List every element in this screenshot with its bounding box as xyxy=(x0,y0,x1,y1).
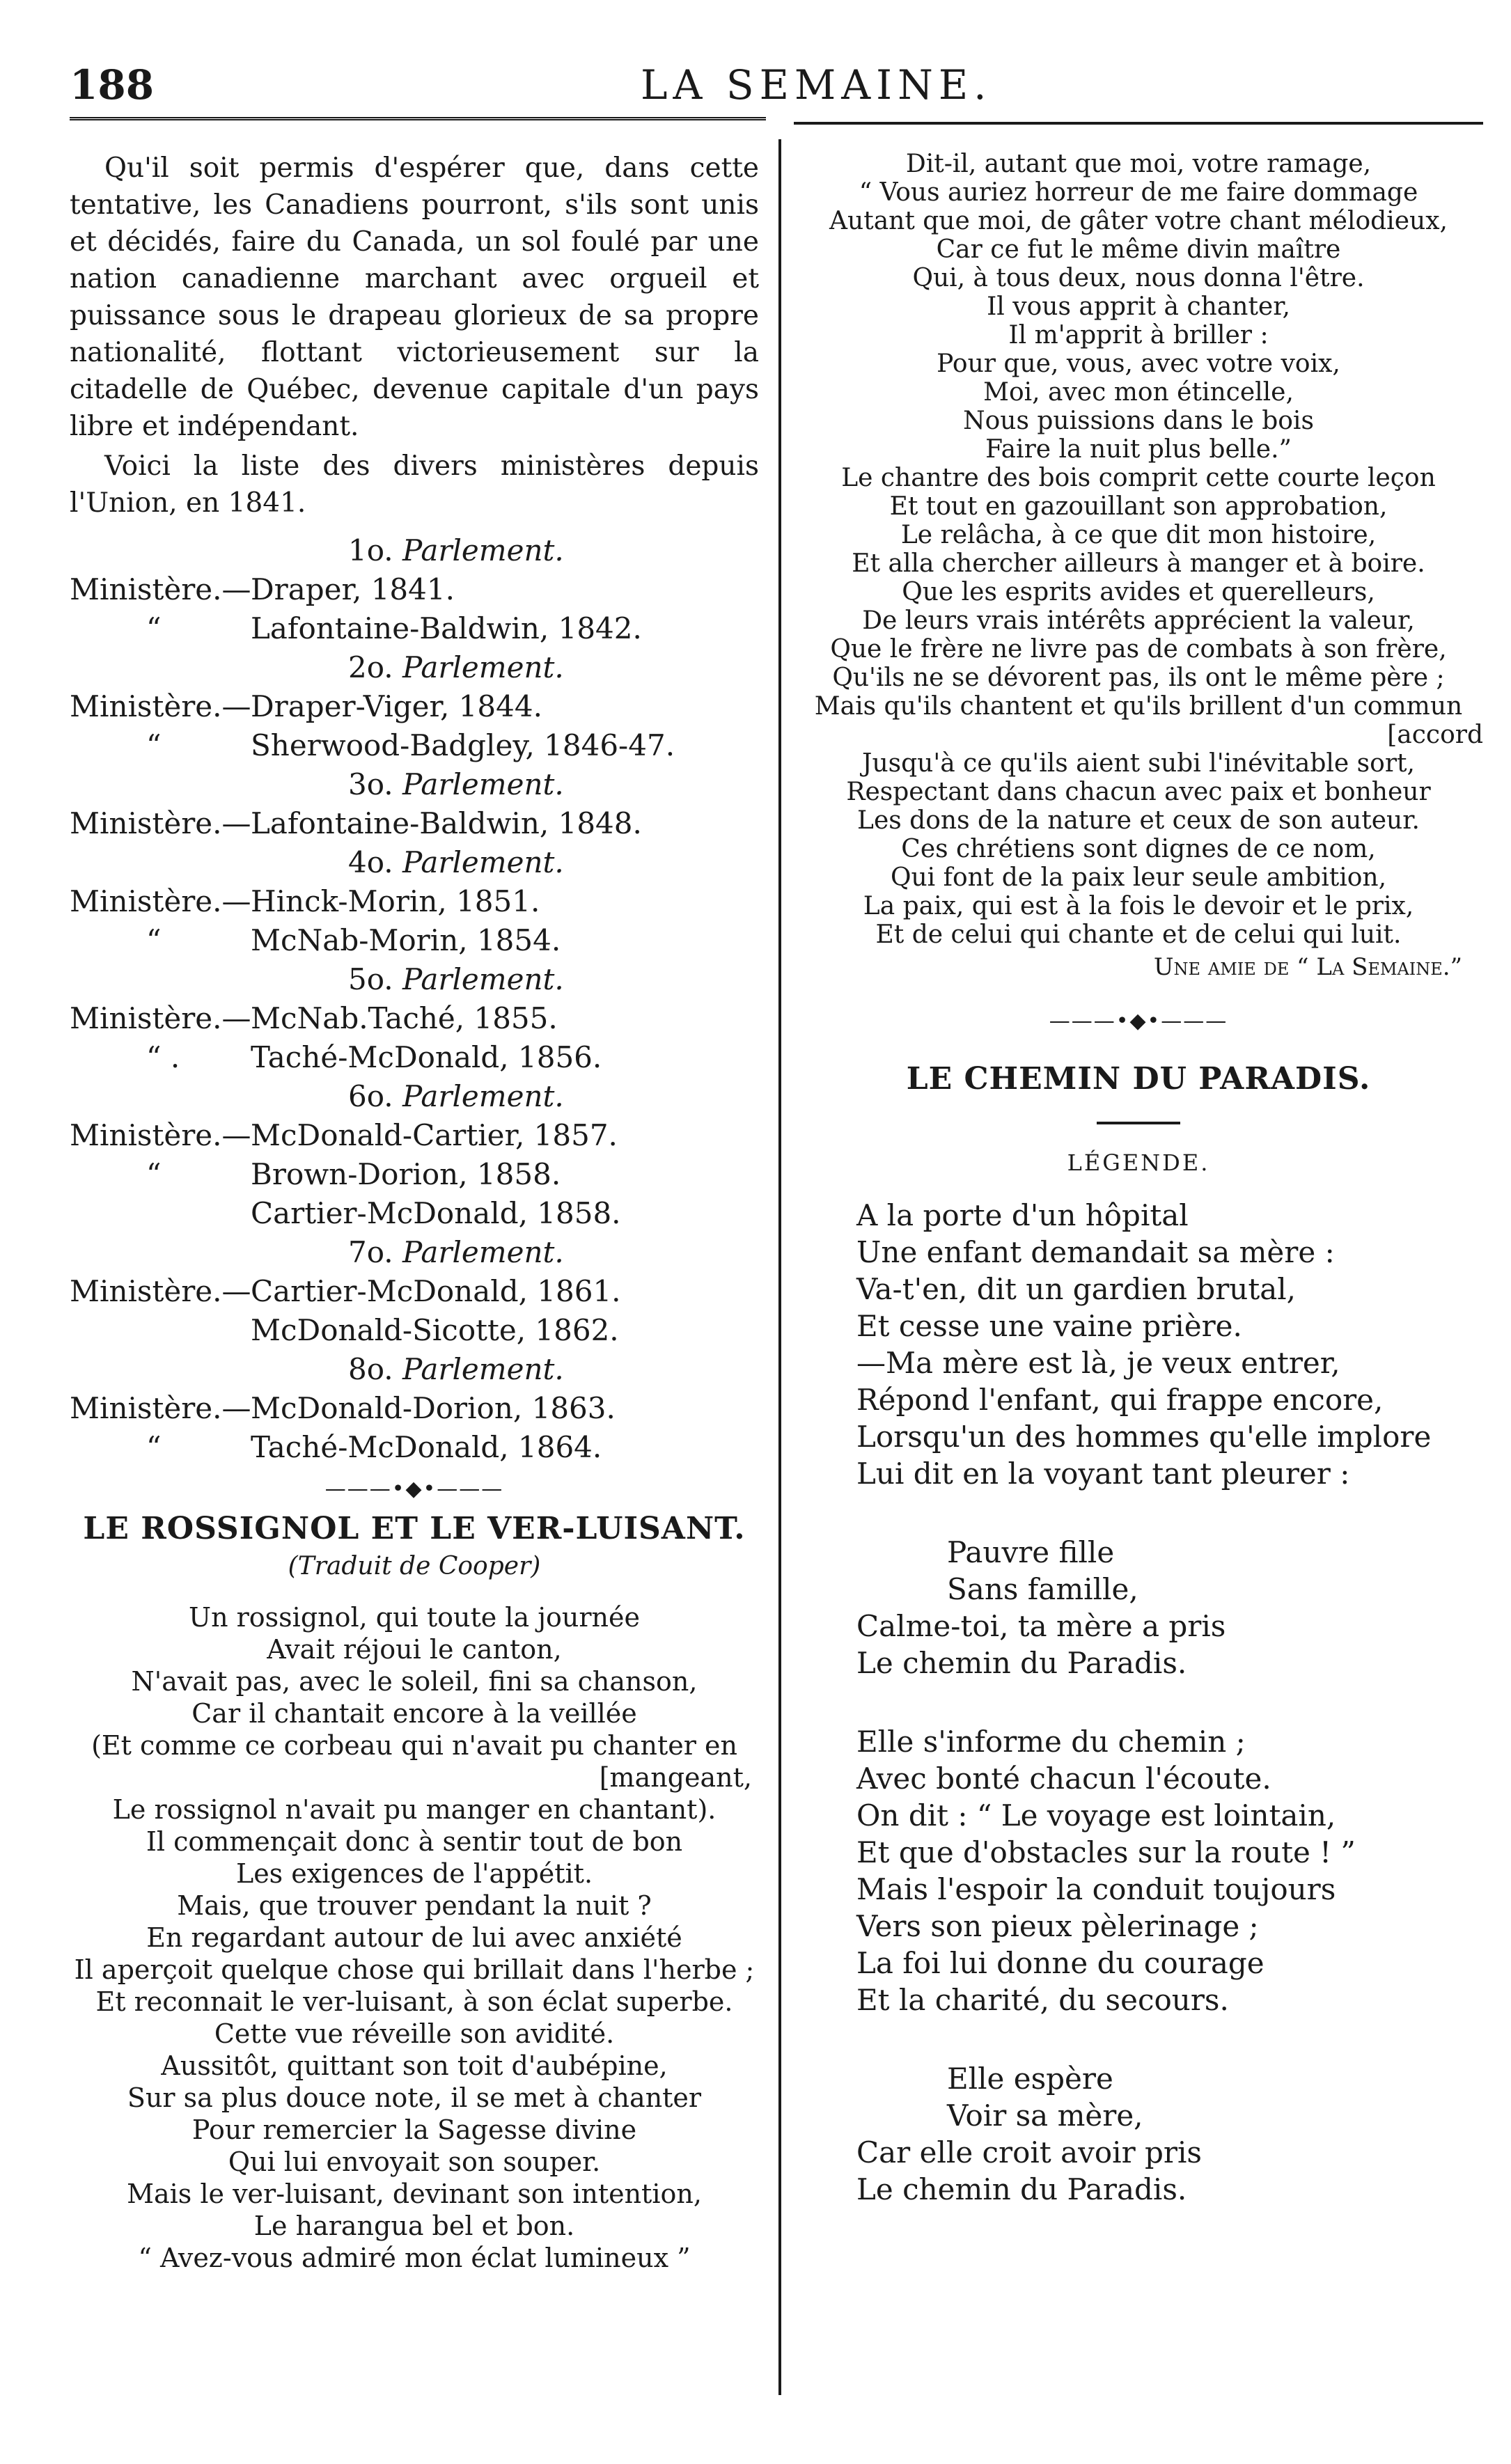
parliament-heading xyxy=(70,1350,759,1389)
parliament-label: Parlement. xyxy=(402,1079,564,1113)
stanza-line: Car elle croit avoir pris xyxy=(856,2135,1202,2169)
ministry-lead: Ministère.— xyxy=(70,689,251,723)
refrain-stanza xyxy=(794,2060,1483,2134)
ministry-lead: “ xyxy=(146,1430,162,1464)
stanza-line: Lorsqu'un des hommes qu'elle implore xyxy=(856,1420,1432,1454)
poem-line: Avait réjoui le canton, xyxy=(267,1634,562,1665)
parliament-number: 2o. xyxy=(348,650,393,684)
poem-line: Sur sa plus douce note, il se met à chanter xyxy=(127,2082,702,2113)
ministry-row xyxy=(70,999,759,1038)
right-column xyxy=(794,150,1483,2208)
stanza-line: Avec bonté chacun l'écoute. xyxy=(856,1761,1271,1796)
ministry-name: Cartier-McDonald, 1858. xyxy=(251,1196,621,1230)
parliament-heading xyxy=(70,531,759,570)
ministry-row xyxy=(70,882,759,921)
stanza-line: Elle s'informe du chemin ; xyxy=(856,1725,1246,1759)
ministry-row xyxy=(70,1311,759,1350)
stanza-line: Une enfant demandait sa mère : xyxy=(856,1235,1335,1269)
ministry-lead: “ xyxy=(146,1157,162,1191)
poem-line: [accord xyxy=(1387,721,1483,749)
poem-line: Mais qu'ils chantent et qu'ils brillent d'un commun xyxy=(814,692,1463,721)
intro-paragraph: Qu'il soit permis d'espérer que, dans cette tentative, les Canadiens pourront, s'ils sont unis et décidés, faire du Canada, un sol foulé par une nation canadienne marchant avec orgueil et puissance sous le drapeau glorieux de sa propre nationalité, flottant victorieusement sur la citadelle de Québec, devenue capitale d'un pays libre et indépendant. xyxy=(70,152,759,442)
ministry-row xyxy=(70,1194,759,1233)
stanza-line: —Ma mère est là, je veux entrer, xyxy=(856,1346,1340,1380)
ministry-name: Brown-Dorion, 1858. xyxy=(251,1157,561,1191)
poem-line: Les dons de la nature et ceux de son auteur. xyxy=(857,806,1420,835)
running-title: LA SEMAINE. xyxy=(641,61,992,109)
ministry-row xyxy=(70,1155,759,1194)
poem-line: Et tout en gazouillant son approbation, xyxy=(889,492,1388,521)
legend-label: LÉGENDE. xyxy=(1067,1149,1210,1176)
poem-line: Le relâcha, à ce que dit mon histoire, xyxy=(900,521,1377,549)
poem-line: Nous puissions dans le bois xyxy=(963,407,1314,435)
poem-line: Ces chrétiens sont dignes de ce nom, xyxy=(901,835,1376,863)
poem-line: Aussitôt, quittant son toit d'aubépine, xyxy=(161,2050,668,2081)
poem-line: Que les esprits avides et querelleurs, xyxy=(902,578,1375,606)
ministry-row xyxy=(70,804,759,843)
ministry-name: Draper-Viger, 1844. xyxy=(251,689,542,723)
poem-line: Et reconnait le ver-luisant, à son éclat superbe. xyxy=(95,1986,733,2017)
parliament-number: 1o. xyxy=(348,533,393,567)
ministry-row xyxy=(70,609,759,648)
poem-line: “ Vous auriez horreur de me faire dommage xyxy=(859,178,1418,207)
parliament-number: 7o. xyxy=(348,1235,393,1269)
stanza-line: Sans famille, xyxy=(947,1572,1138,1606)
song-stanza xyxy=(794,2134,1483,2208)
stanza-line: Et la charité, du secours. xyxy=(856,1983,1229,2017)
stanza-gap xyxy=(794,1681,1483,1723)
poem-line: Faire la nuit plus belle.” xyxy=(985,435,1292,464)
poem-subtitle: (Traduit de Cooper) xyxy=(288,1552,541,1580)
parliament-number: 3o. xyxy=(348,767,393,801)
poem-body xyxy=(70,1601,759,2274)
ministry-name: Draper, 1841. xyxy=(251,572,455,606)
refrain-stanza xyxy=(794,1534,1483,1608)
poem-line: Cette vue réveille son avidité. xyxy=(214,2018,615,2049)
poem-line: Les exigences de l'appétit. xyxy=(235,1858,593,1889)
poem-line: De leurs vrais intérêts apprécient la valeur, xyxy=(862,606,1415,635)
poem-line: Qui font de la paix leur seule ambition, xyxy=(890,863,1387,892)
poem-line: Pour remercier la Sagesse divine xyxy=(191,2114,637,2145)
poem-continuation xyxy=(794,150,1483,949)
ministry-name: Sherwood-Badgley, 1846-47. xyxy=(251,728,675,762)
parliament-label: Parlement. xyxy=(402,845,564,879)
poem-line: Il m'apprit à briller : xyxy=(1008,321,1269,350)
ministry-lead: “ xyxy=(146,728,162,762)
stanza-line: Et que d'obstacles sur la route ! ” xyxy=(856,1835,1356,1869)
ministry-row xyxy=(70,921,759,960)
ministry-row xyxy=(70,1116,759,1155)
ministry-name: McDonald-Cartier, 1857. xyxy=(251,1118,618,1152)
stanza-line: On dit : “ Le voyage est lointain, xyxy=(856,1798,1336,1833)
stanza-line: Le chemin du Paradis. xyxy=(856,1646,1187,1680)
parliament-label: Parlement. xyxy=(402,1235,564,1269)
left-column xyxy=(70,150,759,2274)
ministries-list xyxy=(70,531,759,1467)
poem-line: Moi, avec mon étincelle, xyxy=(983,378,1294,407)
poem-line: Mais, que trouver pendant la nuit ? xyxy=(177,1890,652,1921)
parliament-heading xyxy=(70,765,759,804)
ministry-row xyxy=(70,726,759,765)
ministry-row xyxy=(70,1038,759,1077)
page-header xyxy=(70,49,1483,109)
poem-line: N'avait pas, avec le soleil, fini sa chanson, xyxy=(131,1666,698,1697)
ministry-lead: Ministère.— xyxy=(70,572,251,606)
stanza-line: Vers son pieux pèlerinage ; xyxy=(856,1909,1259,1943)
poem-line: Qu'ils ne se dévorent pas, ils ont le même père ; xyxy=(832,664,1445,692)
poem-line: Et de celui qui chante et de celui qui luit. xyxy=(875,920,1402,949)
poem-line: Il vous apprit à chanter, xyxy=(987,292,1290,321)
poem-line: La paix, qui est à la fois le devoir et le prix, xyxy=(863,892,1414,920)
parliament-label: Parlement. xyxy=(402,650,564,684)
ministry-name: McDonald-Dorion, 1863. xyxy=(251,1391,616,1425)
poem-line: Il commençait donc à sentir tout de bon xyxy=(146,1826,683,1857)
poem-line: (Et comme ce corbeau qui n'avait pu chanter en xyxy=(91,1730,737,1761)
column-divider xyxy=(778,139,781,2395)
stanza-line: Le chemin du Paradis. xyxy=(856,2172,1187,2206)
poem-line: Qui lui envoyait son souper. xyxy=(228,2147,601,2177)
parliament-label: Parlement. xyxy=(402,767,564,801)
parliament-number: 6o. xyxy=(348,1079,393,1113)
ministry-lead: Ministère.— xyxy=(70,1391,251,1425)
short-rule xyxy=(1097,1122,1180,1124)
poem-line: Le rossignol n'avait pu manger en chantant). xyxy=(112,1794,717,1825)
poem-line: Car ce fut le même divin maître xyxy=(936,235,1341,264)
parliament-label: Parlement. xyxy=(402,962,564,996)
poem-line: Mais le ver-luisant, devinant son intention, xyxy=(127,2179,702,2209)
header-rule-right xyxy=(794,122,1483,125)
ministry-row xyxy=(70,1272,759,1311)
ministry-lead: Ministère.— xyxy=(70,1001,251,1035)
song-stanza xyxy=(794,1197,1483,1492)
ministry-name: Cartier-McDonald, 1861. xyxy=(251,1274,621,1308)
ministry-name: McNab-Morin, 1854. xyxy=(251,923,561,957)
stanza-line: Calme-toi, ta mère a pris xyxy=(856,1609,1226,1643)
stanza-line: Et cesse une vaine prière. xyxy=(856,1309,1242,1343)
poem-line: “ Avez-vous admiré mon éclat lumineux ” xyxy=(138,2243,691,2273)
poem-line: Il aperçoit quelque chose qui brillait dans l'herbe ; xyxy=(74,1954,755,1985)
parliament-number: 4o. xyxy=(348,845,393,879)
ministry-lead: “ . xyxy=(146,1040,180,1074)
parliament-number: 8o. xyxy=(348,1352,393,1386)
ministry-lead: “ xyxy=(146,611,162,645)
ornament-divider: ———•◆•——— xyxy=(1049,1009,1228,1033)
poem-title: LE ROSSIGNOL ET LE VER-LUISANT. xyxy=(83,1511,746,1546)
poem-signature: Une amie de “ La Semaine.” xyxy=(1153,953,1462,981)
poem-line: Un rossignol, qui toute la journée xyxy=(189,1602,640,1633)
stanza-line: Lui dit en la voyant tant pleurer : xyxy=(856,1457,1350,1491)
poem-line: Dit-il, autant que moi, votre ramage, xyxy=(905,150,1372,178)
parliament-heading xyxy=(70,843,759,882)
stanza-line: Pauvre fille xyxy=(947,1535,1115,1569)
parliament-heading xyxy=(70,960,759,999)
ministry-row xyxy=(70,687,759,726)
stanza-line: Mais l'espoir la conduit toujours xyxy=(856,1872,1336,1906)
parliament-number: 5o. xyxy=(348,962,393,996)
stanza-gap xyxy=(794,2018,1483,2060)
song-stanza xyxy=(794,1608,1483,1681)
list-intro-paragraph: Voici la liste des divers ministères depuis l'Union, en 1841. xyxy=(70,450,759,519)
poem-line: Le harangua bel et bon. xyxy=(253,2211,575,2241)
header-rule-left xyxy=(70,117,766,120)
ministry-row xyxy=(70,1428,759,1467)
poem-line: Car il chantait encore à la veillée xyxy=(191,1698,637,1729)
poem-line: En regardant autour de lui avec anxiété xyxy=(146,1922,682,1953)
poem-line: Et alla chercher ailleurs à manger et à boire. xyxy=(852,549,1425,578)
parliament-heading xyxy=(70,1233,759,1272)
ministry-name: Hinck-Morin, 1851. xyxy=(251,884,540,918)
ornament-divider: ———•◆•——— xyxy=(324,1477,504,1501)
ministry-name: Taché-McDonald, 1864. xyxy=(251,1430,602,1464)
poem-line: Qui, à tous deux, nous donna l'être. xyxy=(912,264,1365,292)
poem-line: Pour que, vous, avec votre voix, xyxy=(937,350,1340,378)
poem-line: [mangeant, xyxy=(599,1762,752,1793)
stanza-line: Voir sa mère, xyxy=(947,2098,1143,2133)
page-number: 188 xyxy=(70,61,155,109)
ministry-name: Lafontaine-Baldwin, 1848. xyxy=(251,806,642,840)
parliament-heading xyxy=(70,1077,759,1116)
legend-title: LE CHEMIN DU PARADIS. xyxy=(906,1061,1371,1097)
poem-line: Le chantre des bois comprit cette courte leçon xyxy=(841,464,1436,492)
stanza-line: Répond l'enfant, qui frappe encore, xyxy=(856,1383,1384,1417)
poem-line: Respectant dans chacun avec paix et bonheur xyxy=(846,778,1431,806)
ministry-name: Taché-McDonald, 1856. xyxy=(251,1040,602,1074)
poem-line: Autant que moi, de gâter votre chant mélodieux, xyxy=(829,207,1448,235)
poem-line: Jusqu'à ce qu'ils aient subi l'inévitable sort, xyxy=(862,749,1415,778)
ministry-row xyxy=(70,570,759,609)
parliament-label: Parlement. xyxy=(402,533,564,567)
ministry-name: Lafontaine-Baldwin, 1842. xyxy=(251,611,642,645)
ministry-name: McDonald-Sicotte, 1862. xyxy=(251,1313,619,1347)
ministry-lead: Ministère.— xyxy=(70,884,251,918)
stanza-gap xyxy=(794,1492,1483,1534)
stanza-line: Va-t'en, dit un gardien brutal, xyxy=(856,1272,1297,1306)
ministry-lead: “ xyxy=(146,923,162,957)
parliament-heading xyxy=(70,648,759,687)
ministry-lead: Ministère.— xyxy=(70,1118,251,1152)
ministry-lead: Ministère.— xyxy=(70,1274,251,1308)
ministry-name: McNab.Taché, 1855. xyxy=(251,1001,558,1035)
stanza-line: La foi lui donne du courage xyxy=(856,1946,1265,1980)
stanza-line: Elle espère xyxy=(947,2062,1113,2096)
parliament-label: Parlement. xyxy=(402,1352,564,1386)
stanza-line: A la porte d'un hôpital xyxy=(856,1198,1189,1232)
ministry-row xyxy=(70,1389,759,1428)
song-stanza xyxy=(794,1723,1483,2018)
poem-line: Que le frère ne livre pas de combats à son frère, xyxy=(830,635,1447,664)
ministry-lead: Ministère.— xyxy=(70,806,251,840)
legend-stanzas xyxy=(794,1197,1483,2208)
